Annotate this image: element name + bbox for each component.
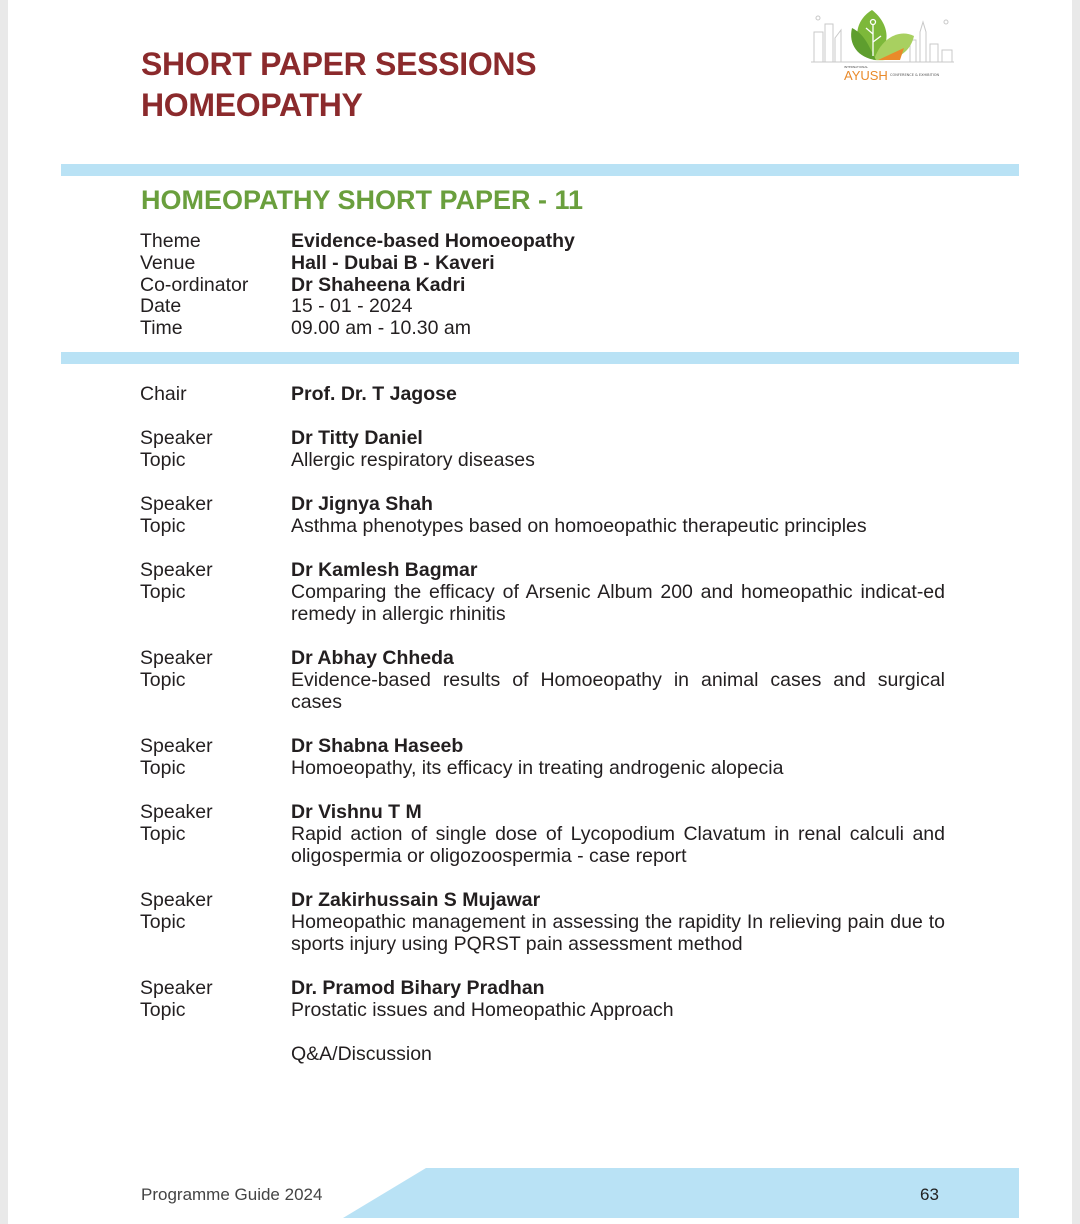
topic-label: Topic [140, 669, 186, 691]
talk-block [140, 801, 945, 867]
info-value: Dr Shaheena Kadri [291, 273, 466, 296]
speaker-name: Dr. Pramod Bihary Pradhan [291, 977, 545, 999]
speaker-label: Speaker [140, 735, 213, 757]
footer-guide-label: Programme Guide 2024 [141, 1185, 323, 1204]
speaker-label: Speaker [140, 801, 213, 823]
info-value: 09.00 am - 10.30 am [291, 317, 471, 340]
chair-label: Chair [140, 383, 187, 405]
speaker-name: Dr Vishnu T M [291, 801, 422, 823]
logo-small-text: INTERNATIONAL [844, 65, 869, 69]
speaker-name: Dr Shabna Haseeb [291, 735, 464, 757]
topic-label: Topic [140, 449, 186, 471]
talk-topic: Comparing the efficacy of Arsenic Album 200 and homeopathic indicat-ed remedy in allergic rhinitis [291, 581, 945, 625]
talk-topic: Homoeopathy, its efficacy in treating androgenic alopecia [291, 757, 784, 779]
info-label: Theme [140, 230, 201, 252]
ayush-conference-logo [806, 4, 956, 86]
speaker-name: Dr Jignya Shah [291, 493, 433, 515]
speaker-name: Dr Kamlesh Bagmar [291, 559, 478, 581]
topic-label: Topic [140, 581, 186, 603]
speaker-label: Speaker [140, 977, 213, 999]
page-title-line-1: SHORT PAPER SESSIONS [141, 46, 537, 82]
logo-sub-text: CONFERENCE & EXHIBITION [890, 73, 940, 77]
speaker-label: Speaker [140, 889, 213, 911]
talk-block [140, 647, 945, 713]
info-label: Date [140, 295, 182, 318]
talk-block [140, 427, 945, 471]
talk-block [140, 493, 945, 537]
talk-topic: Evidence-based results of Homoeopathy in animal cases and surgical cases [291, 669, 945, 713]
info-value: Evidence-based Homoeopathy [291, 230, 575, 252]
info-label: Co-ordinator [140, 273, 249, 296]
talk-topic: Rapid action of single dose of Lycopodium Clavatum in renal calculi and oligospermia or oligozoospermia - case report [291, 823, 945, 867]
topic-label: Topic [140, 515, 186, 537]
speaker-label: Speaker [140, 427, 213, 449]
document-page [8, 0, 1072, 1224]
speaker-label: Speaker [140, 559, 213, 581]
topic-label: Topic [140, 911, 186, 933]
page-title [141, 44, 536, 126]
speaker-label: Speaker [140, 647, 213, 669]
speaker-name: Dr Zakirhussain S Mujawar [291, 889, 541, 911]
page-number: 63 [920, 1185, 939, 1204]
talk-topic: Prostatic issues and Homeopathic Approach [291, 999, 674, 1021]
middle-divider-band [61, 352, 1019, 364]
talk-topic: Asthma phenotypes based on homoeopathic therapeutic principles [291, 515, 867, 537]
speaker-name: Dr Abhay Chheda [291, 647, 454, 669]
talk-block [140, 889, 945, 955]
speaker-name: Dr Titty Daniel [291, 427, 423, 449]
programme-list [140, 383, 945, 1087]
topic-label: Topic [140, 823, 186, 845]
talk-block [140, 735, 945, 779]
chair-name: Prof. Dr. T Jagose [291, 383, 457, 405]
chair-block [140, 383, 945, 405]
top-divider-band [61, 164, 1019, 176]
topic-label: Topic [140, 999, 186, 1021]
closing-block [140, 1043, 945, 1065]
info-value: 15 - 01 - 2024 [291, 295, 413, 318]
talk-topic: Allergic respiratory diseases [291, 449, 535, 471]
talk-block [140, 977, 945, 1021]
talk-block [140, 559, 945, 625]
info-label: Venue [140, 251, 196, 274]
logo-main-text: AYUSH [844, 68, 888, 83]
talk-topic: Homeopathic management in assessing the rapidity In relieving pain due to sports injury using PQRST pain assessment method [291, 911, 945, 955]
page-title-line-2: HOMEOPATHY [141, 87, 363, 123]
topic-label: Topic [140, 757, 186, 779]
info-value: Hall - Dubai B - Kaveri [291, 251, 495, 274]
qa-discussion: Q&A/Discussion [291, 1043, 432, 1065]
info-label: Time [140, 317, 183, 340]
session-title: HOMEOPATHY SHORT PAPER - 11 [141, 185, 584, 215]
speaker-label: Speaker [140, 493, 213, 515]
